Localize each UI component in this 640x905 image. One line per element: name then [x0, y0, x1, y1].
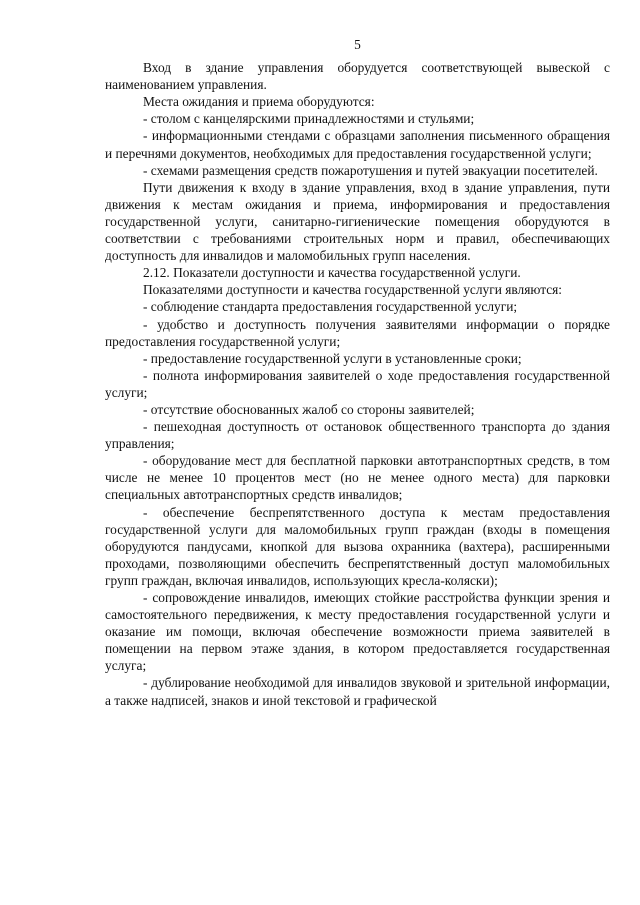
paragraph: - схемами размещения средств пожаротушения и путей эвакуации посетителей.	[143, 162, 598, 178]
paragraph: - сопровождение инвалидов, имеющих стойкие расстройства функции зрения и самостоятельного передвижения, к месту предоставления государственной услуги и оказание им помощи, включая обеспечение возможности приема заявителей в помещении на первом этаже здания, в котором предоставляется государственная услуга;	[105, 590, 610, 674]
paragraph: Пути движения к входу в здание управления, вход в здание управления, пути движения к местам ожидания и приема, информирования и предоставления государственной услуги, санитарно-гигиенические помещения оборудуются в соответствии с требованиями строительных норм и правил, обеспечивающих доступность для инвалидов и маломобильных групп населения.	[105, 179, 610, 264]
paragraph: - соблюдение стандарта предоставления государственной услуги;	[143, 299, 518, 315]
paragraph: - отсутствие обоснованных жалоб со стороны заявителей;	[143, 401, 475, 417]
paragraph: - пешеходная доступность от остановок общественного транспорта до здания управления;	[105, 419, 610, 452]
paragraph: - информационными стендами с образцами заполнения письменного обращения и перечнями документов, необходимых для предоставления государственной услуги;	[105, 128, 610, 161]
paragraph: - обеспечение беспрепятственного доступа к местам предоставления государственной услуги для маломобильных групп граждан (входы в помещения оборудуются пандусами, кнопкой для вызова охранника (вахтера), расширенными проходами, позволяющими обеспечить беспрепятственный доступ маломобильных групп граждан, включая инвалидов, использующих кресла-коляски);	[105, 504, 610, 588]
paragraph: - удобство и доступность получения заявителями информации о порядке предоставления государственной услуги;	[105, 316, 610, 349]
section-heading: 2.12. Показатели доступности и качества государственной услуги.	[143, 265, 521, 281]
paragraph: - столом с канцелярскими принадлежностями и стульями;	[143, 111, 475, 127]
paragraph: - оборудование мест для бесплатной парковки автотранспортных средств, в том числе не менее 10 процентов мест (но не менее одного места) для парковки специальных автотранспортных средств инвалидов;	[105, 453, 610, 503]
paragraph: Места ожидания и приема оборудуются:	[143, 94, 375, 110]
paragraph: Вход в здание управления оборудуется соответствующей вывеской с наименованием управления.	[105, 60, 610, 93]
paragraph: - полнота информирования заявителей о ходе предоставления государственной услуги;	[105, 367, 610, 400]
paragraph: Показателями доступности и качества государственной услуги являются:	[143, 282, 563, 298]
paragraph: - дублирование необходимой для инвалидов звуковой и зрительной информации, а также надписей, знаков и иной текстовой и графической	[105, 675, 610, 708]
document-page	[105, 0, 610, 709]
page-number: 5	[354, 37, 361, 52]
paragraph: - предоставление государственной услуги в установленные сроки;	[143, 350, 522, 366]
